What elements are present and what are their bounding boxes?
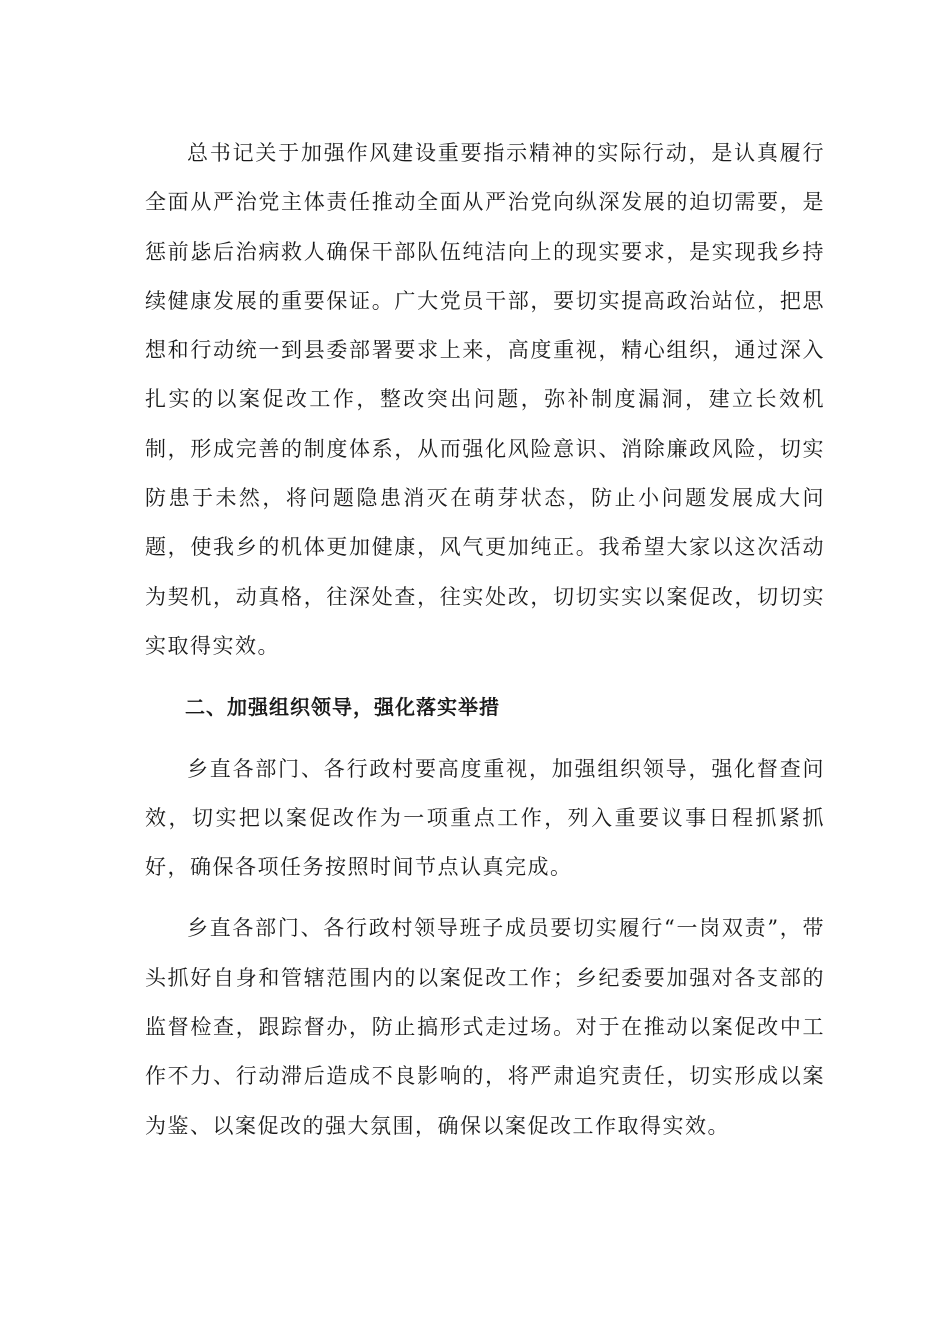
document-body	[145, 129, 825, 1151]
paragraph-organization-leadership: 乡直各部门、各行政村要高度重视，加强组织领导，强化督查问效，切实把以案促改作为一项重点工作，列入重要议事日程抓紧抓好，确保各项任务按照时间节点认真完成。	[145, 756, 825, 880]
paragraph-responsibility: 乡直各部门、各行政村领导班子成员要切实履行“一岗双责”，带头抓好自身和管辖范围内的以案促改工作；乡纪委要加强对各支部的监督检查，跟踪督办，防止搞形式走过场。对于在推动以案促改中工作不力、行动滞后造成不良影响的，将严肃追究责任，切实形成以案为鉴、以案促改的强大氛围，确保以案促改工作取得实效。	[145, 916, 825, 1138]
paragraph-style-commitment: 总书记关于加强作风建设重要指示精神的实际行动，是认真履行全面从严治党主体责任推动全面从严治党向纵深发展的迫切需要，是惩前毖后治病救人确保干部队伍纯洁向上的现实要求，是实现我乡持续健康发展的重要保证。广大党员干部，要切实提高政治站位，把思想和行动统一到县委部署要求上来，高度重视，精心组织，通过深入扎实的以案促改工作，整改突出问题，弥补制度漏洞，建立长效机制，形成完善的制度体系，从而强化风险意识、消除廉政风险，切实防患于未然，将问题隐患消灭在萌芽状态，防止小问题发展成大问题，使我乡的机体更加健康，风气更加纯正。我希望大家以这次活动为契机，动真格，往深处查，往实处改，切切实实以案促改，切切实实取得实效。	[145, 141, 825, 658]
section-heading-2: 二、加强组织领导，强化落实举措	[185, 695, 500, 720]
